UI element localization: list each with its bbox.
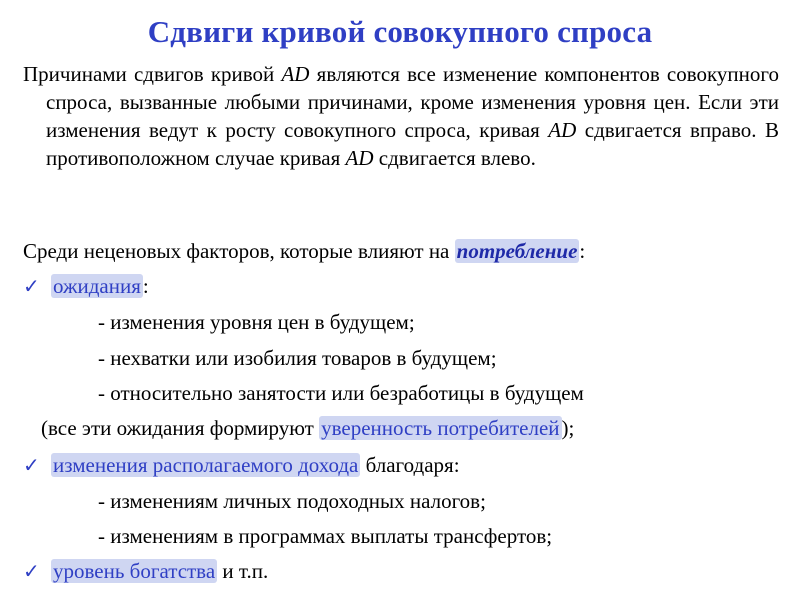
- slide-title: Сдвиги кривой совокупного спроса: [147, 14, 653, 49]
- note-tail: );: [561, 416, 575, 440]
- checkmark-icon: ✓: [23, 559, 40, 583]
- sub-item: - изменения уровня цен в будущем;: [98, 310, 415, 334]
- factors-lead-tail: :: [579, 239, 586, 263]
- list-item-wealth: [23, 557, 268, 585]
- factors-lead: [23, 237, 585, 265]
- ad-symbol: AD: [548, 118, 577, 142]
- ad-symbol: AD: [281, 62, 310, 86]
- intro-text-4: сдвигается влево.: [373, 146, 536, 170]
- note-text: (все эти ожидания формируют: [41, 416, 320, 440]
- expectations-link[interactable]: ожидания: [53, 274, 141, 298]
- checkmark-icon: ✓: [23, 274, 40, 298]
- income-tail: благодаря:: [360, 453, 460, 477]
- intro-paragraph: [23, 60, 779, 172]
- list-item-income: [23, 451, 460, 479]
- wealth-tail: и т.п.: [217, 559, 269, 583]
- sub-item: - изменениям личных подоходных налогов;: [98, 489, 486, 513]
- disposable-income-link[interactable]: изменения располагаемого дохода: [53, 453, 359, 477]
- expectations-tail: :: [142, 274, 149, 298]
- intro-text-1: Причинами сдвигов кривой: [23, 62, 282, 86]
- checkmark-icon: ✓: [23, 453, 40, 477]
- consumer-confidence-link[interactable]: уверенность потребителей: [321, 416, 560, 440]
- sub-item: - нехватки или изобилия товаров в будущем;: [98, 346, 497, 370]
- wealth-link[interactable]: уровень богатства: [53, 559, 216, 583]
- ad-symbol: AD: [345, 146, 374, 170]
- list-item-expectations: [23, 272, 149, 300]
- sub-item: - изменениям в программах выплаты трансфертов;: [98, 524, 553, 548]
- intro-text-3: сдвигается вправо. В противоположном случае кривая: [46, 118, 779, 170]
- sub-item: - относительно занятости или безработицы в будущем: [98, 381, 584, 405]
- expectations-note: [41, 414, 574, 442]
- factors-lead-text: Среди неценовых факторов, которые влияют на: [23, 239, 455, 263]
- intro-text-2: являются все изменение компонентов совокупного спроса, вызванные любыми причинами, кроме изменения уровня цен. Если эти изменения ведут к росту совокупного спроса, кривая: [46, 62, 779, 142]
- consumption-keyword[interactable]: потребление: [456, 239, 578, 263]
